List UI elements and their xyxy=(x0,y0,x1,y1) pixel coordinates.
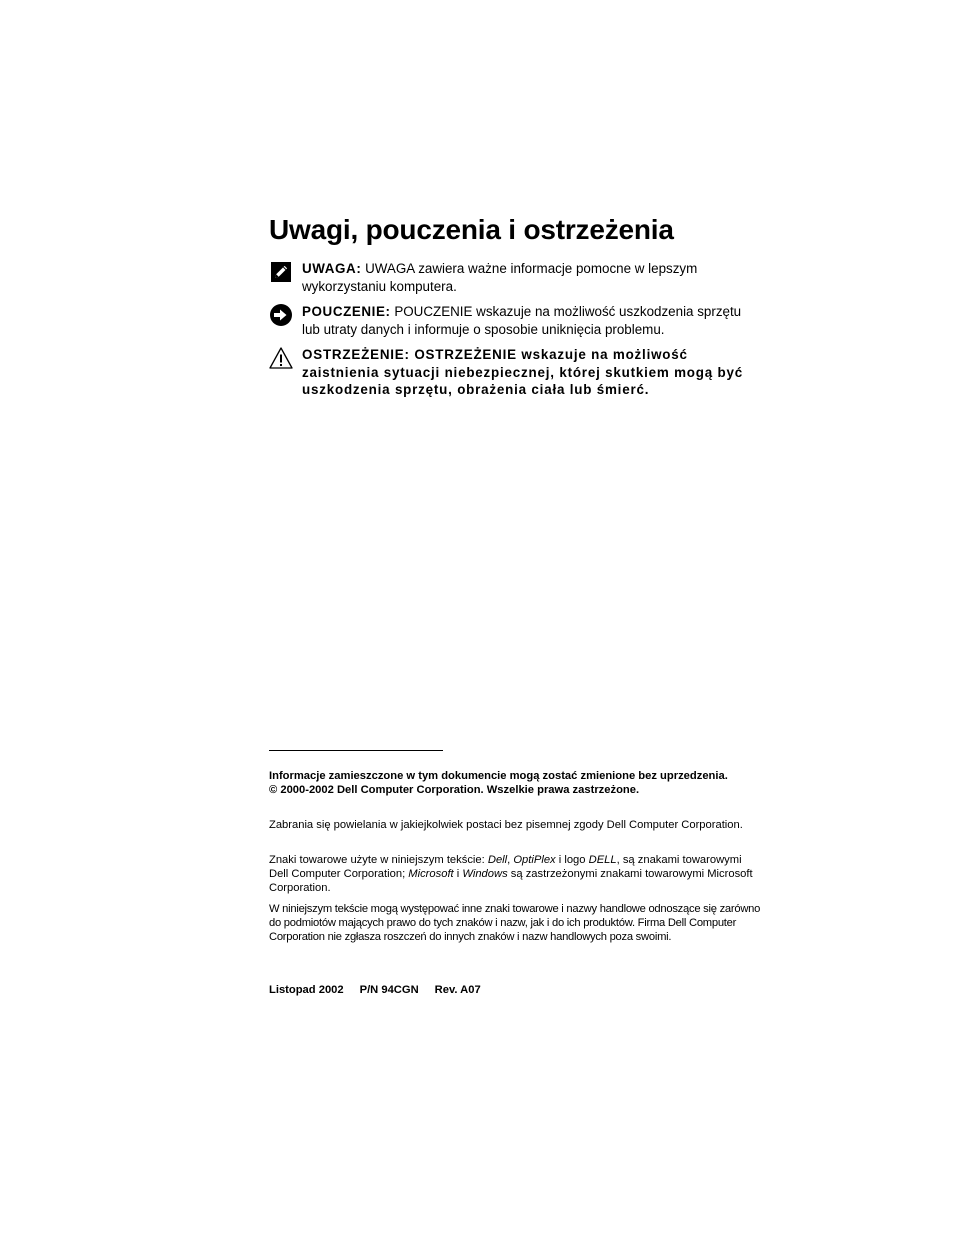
reproduction-text: Zabrania się powielania w jakiejkolwiek postaci bez pisemnej zgody Dell Computer Corporation. xyxy=(269,819,743,831)
change-notice xyxy=(269,769,761,797)
warning-text: OSTRZEŻENIE wskazuje na możliwość zaistnienia sytuacji niebezpiecznej, której skutkiem mogą być uszkodzenia sprzętu, obrażenia ciała lub śmierć. xyxy=(302,347,743,397)
footnote-divider xyxy=(269,750,443,751)
trademark-microsoft: Microsoft xyxy=(408,868,454,880)
trademark-text: , xyxy=(507,854,514,866)
document-info xyxy=(269,983,761,997)
other-trademarks-text: W niniejszym tekście mogą występować inne znaki towarowe i nazwy handlowe odnoszące się zarówno do podmiotów mających prawo do tych znaków i nazw, jak i do ich produktów. Firma Dell Computer Corporation nie zgłasza roszczeń do innych znaków i nazw handlowych poza swoimi. xyxy=(269,903,761,943)
warning-block xyxy=(269,346,759,399)
copyright-text: © 2000-2002 Dell Computer Corporation. Wszelkie prawa zastrzeżone. xyxy=(269,784,640,796)
trademark-text: i xyxy=(453,868,463,880)
note-text: UWAGA zawiera ważne informacje pomocne w lepszym wykorzystaniu komputera. xyxy=(302,261,698,294)
trademark-windows: Windows xyxy=(462,868,508,880)
page-title: Uwagi, pouczenia i ostrzeżenia xyxy=(269,214,674,245)
trademark-text: i logo xyxy=(555,854,589,866)
notice-block xyxy=(269,303,759,338)
pencil-note-icon xyxy=(269,260,293,284)
warning-triangle-icon xyxy=(269,346,293,370)
trademark-dell: Dell xyxy=(487,854,508,866)
change-notice-text: Informacje zamieszczone w tym dokumencie mogą zostać zmienione bez uprzedzenia. xyxy=(269,770,728,782)
trademark-notice xyxy=(269,853,761,895)
trademark-optiplex: OptiPlex xyxy=(513,854,556,866)
other-trademarks-notice xyxy=(269,902,761,944)
trademark-dell-logo: DELL xyxy=(588,854,617,866)
trademark-text: są zastrzeżonymi znakami towarowymi Microsoft Corporation. xyxy=(269,868,753,894)
notice-label: POUCZENIE: xyxy=(302,304,391,319)
trademark-text: Znaki towarowe użyte w niniejszym tekście: xyxy=(269,854,488,866)
note-block xyxy=(269,260,759,295)
part-number: P/N 94CGN xyxy=(359,984,419,996)
reproduction-notice xyxy=(269,818,761,832)
note-label: UWAGA: xyxy=(302,261,362,276)
trademark-text: , są znakami towarowymi Dell Computer Corporation; xyxy=(269,854,742,880)
notice-text: POUCZENIE wskazuje na możliwość uszkodzenia sprzętu lub utraty danych i informuje o sposobie uniknięcia problemu. xyxy=(302,304,742,337)
warning-label: OSTRZEŻENIE: xyxy=(302,347,410,362)
publication-date: Listopad 2002 xyxy=(269,984,344,996)
arrow-circle-icon xyxy=(269,303,293,327)
revision: Rev. A07 xyxy=(434,984,481,996)
